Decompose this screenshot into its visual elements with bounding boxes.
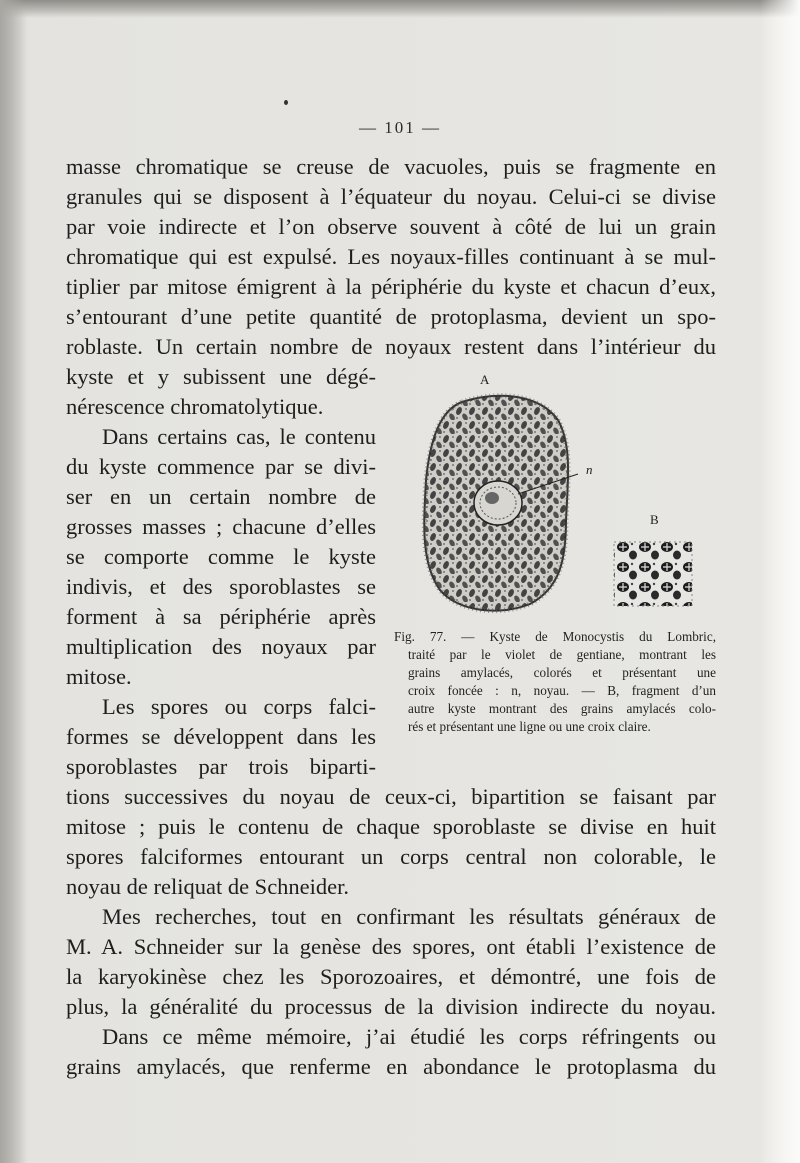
body-line: grains amylacés, que renferme en abondance le protoplasma du <box>66 1054 716 1079</box>
body-line: granules qui se disposent à l’équateur du noyau. Celui-ci se divise <box>66 184 716 209</box>
figure-label-a: A <box>480 372 490 387</box>
nucleus <box>474 481 522 525</box>
ink-speck <box>284 100 288 105</box>
figure-caption-line: croix foncée : n, noyau. — B, fragment d’un <box>408 683 716 698</box>
page-number: — 101 — <box>359 118 441 137</box>
body-line: kyste et y subissent une dégé- <box>66 364 376 389</box>
body-line: mitose. <box>66 664 132 689</box>
body-line: chromatique qui est expulsé. Les noyaux-filles continuant à se mul- <box>66 244 716 269</box>
figure-label-b: B <box>650 512 659 527</box>
figure-caption-line: autre kyste montrant des grains amylacés colo- <box>408 701 716 716</box>
body-line: roblaste. Un certain nombre de noyaux restent dans l’intérieur du <box>66 334 716 359</box>
body-line: Dans ce même mémoire, j’ai étudié les corps réfringents ou <box>102 1024 716 1049</box>
body-line: du kyste commence par se divi- <box>66 454 376 479</box>
body-line: Dans certains cas, le contenu <box>102 424 376 449</box>
body-line: M. A. Schneider sur la genèse des spores, ont établi l’existence de <box>66 934 716 959</box>
body-line: grosses masses ; chacune d’elles <box>66 514 376 539</box>
body-line: s’entourant d’une petite quantité de protoplasma, devient un spo- <box>66 304 716 329</box>
body-line: Mes recherches, tout en confirmant les résultats généraux de <box>102 904 716 929</box>
fragment-b <box>614 542 692 606</box>
scan-left-shadow <box>0 0 26 1163</box>
body-line: mitose ; puis le contenu de chaque sporoblaste se divise en huit <box>66 814 716 839</box>
body-line: tiplier par mitose émigrent à la périphérie du kyste et chacun d’eux, <box>66 274 716 299</box>
body-line: plus, la généralité du processus de la division indirecte du noyau. <box>66 994 716 1019</box>
body-line: se comporte comme le kyste <box>66 544 376 569</box>
cyst-a-outline <box>424 396 568 611</box>
figure-caption-line: traité par le violet de gentiane, montrant les <box>408 647 716 662</box>
figure-label-n: n <box>586 462 593 477</box>
body-line: Les spores ou corps falci- <box>102 694 376 719</box>
body-line: la karyokinèse chez les Sporozoaires, et démontré, une fois de <box>66 964 716 989</box>
body-line: spores falciformes entourant un corps central non colorable, le <box>66 844 716 869</box>
scan-right-glare <box>760 0 800 1163</box>
body-line: par voie indirecte et l’on observe souvent à côté de lui un grain <box>66 214 716 239</box>
body-line: masse chromatique se creuse de vacuoles, puis se fragmente en <box>66 154 716 179</box>
body-line: formes se développent dans les <box>66 724 376 749</box>
body-line: noyau de reliquat de Schneider. <box>66 874 350 899</box>
body-line: indivis, et des sporoblastes se <box>66 574 376 599</box>
scan-top-shadow <box>0 0 800 18</box>
figure-caption-line: rés et présentant une ligne ou une croix claire. <box>408 719 651 734</box>
body-line: sporoblastes par trois biparti- <box>66 754 376 779</box>
body-line: nérescence chromatolytique. <box>66 394 324 419</box>
body-line: multiplication des noyaux par <box>66 634 376 659</box>
body-line: ser en un certain nombre de <box>66 484 376 509</box>
figure-caption-line: Fig. 77. — Kyste de Monocystis du Lombric, <box>394 629 716 644</box>
body-line: tions successives du noyau de ceux-ci, bipartition se faisant par <box>66 784 716 809</box>
figure-caption-line: grains amylacés, colorés et présentant une <box>408 665 716 680</box>
body-line: forment à sa périphérie après <box>66 604 376 629</box>
